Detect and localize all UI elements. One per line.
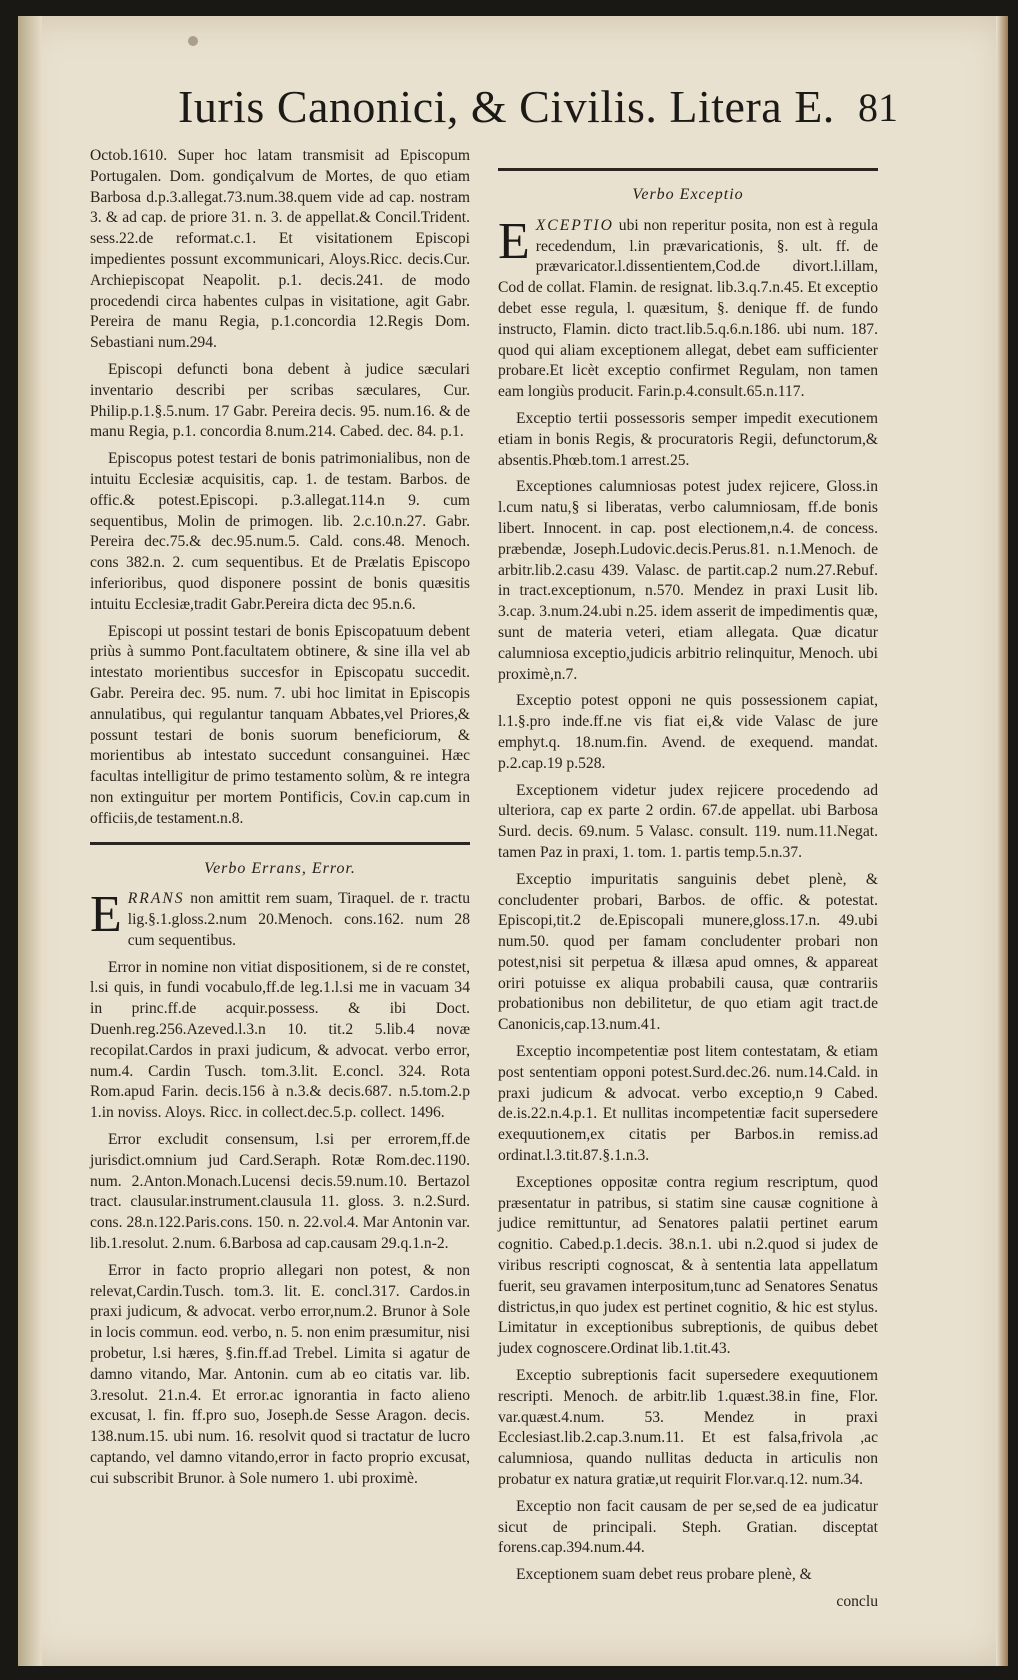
paragraph: Exceptio subreptionis facit supersedere exequutionem rescripti. Menoch. de arbitr.lib 1.quæst.38.in fine, Flor. var.quæst.4.num. 53. Mendez in praxi Ecclesiast.lib.2.cap.3.num.11. Et est falsa,frivola ,ac calumniosa, quando nullitas deducta in articulis non probatur ex natura gratiæ,ut requirit Flor.var.q.12. num.34. [498, 1367, 878, 1489]
section-heading: Verbo Exceptio [632, 186, 744, 203]
page-stain [188, 36, 198, 46]
section-heading: Verbo Errans, Error. [204, 859, 356, 877]
paragraph: Exceptio tertii possessoris semper impedit executionem etiam in bonis Regis, & procuratoris Regii, defunctorum,& absentis.Phœb.tom.1 arrest.25. [498, 409, 878, 469]
paragraph-text: ubi non reperitur posita, non est à regula recedendum, l.in prævaricationis, §. ult. ff. de prævaricator.l.dissentientem,Cod.de divort.l.illam, Cod de collat. Flamin. de resignat. lib.3.q.7.n.45. Et exceptio debet esse regula, l. quæsitum, §. denique ff. de fundo instructo, Flamin. dicto tract.lib.5.q.6.n.186. ubi num. 187. quod qui aliam exceptionem allegat, debet eam sufficienter probare.Et licèt exceptio confirmet Regulam, non tamen eam longiùs producit. Farin.p.4.consult.65.n.117. [498, 216, 878, 401]
page-number: 81 [858, 85, 898, 130]
paragraph: Error in nomine non vitiat dispositionem, si de re constet, l.si quis, in fundi vocabulo,ff.de leg.1.l.si me in vacuam 34 in princ.ff.de acquir.possess. & ibi Doct. Duenh.reg.256.Azeved.l.3.n 10. tit.2 5.lib.4 novæ recopilat.Cardos in praxi judicum, & advocat. verbo error, num.4. Cardin Tusch. tom.3.lit. E.concl. 324. Rota Rom.apud Farin. decis.156 à n.3.& decis.687. n.5.tom.2.p 1.in noviss. Aloys. Ricc. in collect.dec.5.p. collect. 1496. [90, 958, 470, 1122]
page-header [178, 80, 898, 150]
paragraph: Exceptiones oppositæ contra regium rescriptum, quod præsentatur in patribus, si statim sine causæ cognitione à judice remittuntur, ad Senatores palatii pertinet earum cognitio. Cabed.p.1.decis. 38.n.1. ubi n.2.quod si judex de viribus rescripti cognoscat, & à sententia lata appellatum fuerit, seu gravamen interpositum,tunc ad Senatores Senatus districtus,in quo judex est pertinet cognitio, & hic est stylus. Limitatur in exceptionibus subreptionis, de quibus debet judex cognoscere.Ordinat lib.1.tit.43. [498, 1173, 878, 1358]
paragraph: Episcopi ut possint testari de bonis Episcopatuum debent priùs à summo Pont.facultatem obtinere, & sine illa vel ab intestato morientibus succesfor in Episcopatu succedit. Gabr. Pereira dec. 95. num. 7. ubi hoc limitat in Episcopis annulatibus, qui regulantur tanquam Abbates,vel Priores,& possunt testari de bonis suorum beneficiorum, & morientibus ab intestato succedunt consanguinei. Hæc facultas intelligitur de primo testamento solùm, & re integra non extinguitur per mortem Pontificis, Cov.in cap.cum in officiis,de testament.n.8. [90, 622, 470, 827]
paragraph: Episcopus potest testari de bonis patrimonialibus, non de intuitu Ecclesiæ acquisitis, cap. 1. de testam. Barbos. de offic.& potest.Episcopi. p.3.allegat.114.n 9. cum sequentibus, Molin de primogen. lib. 2.c.10.n.27. Gabr. Pereira dec.75.& dec.95.num.5. Cald. cons.48. Menoch. cons 382.n. 2. cum sequentibus. Et de Prælatis Episcopo inferioribus, quod disponere possint de bonis quæsitis intuitu Ecclesiæ,tradit Gabr.Pereira dicta dec 95.n.6. [90, 450, 470, 613]
section-rule [90, 842, 470, 845]
drop-cap: E [90, 886, 122, 944]
running-title: Iuris Canonici, & Civilis. Litera E. [178, 81, 835, 132]
paragraph: Exceptionem videtur judex rejicere procedendo ad ulteriora, cap ex parte 2 ordin. 67.de appellat. ubi Barbosa Surd. decis. 69.num. 5 Valasc. consult. 119. num.11.Negat. tamen Paz in praxi, 1. tom. 1. partis temp.5.n.37. [498, 781, 878, 861]
paragraph: Exceptiones calumniosas potest judex rejicere, Gloss.in l.cum natu,§ si liberatas, verbo calumniosam, ff.de bonis libert. Innocent. in cap. post electionem,n.4. de concess. præbendæ, Joseph.Ludovic.decis.Perus.81. n.1.Menoch. de arbitr.lib.2.casu 439. Valasc. de partit.cap.2 num.27.Rebuf. in tract.exceptionum, n.570. Mendez in praxi Lusit lib. 3.cap. 3.num.24.ubi n.25. idem asserit de impedimentis quæ, sunt de materia veteri, etiam allegata. Quæ dicatur calumniosa exceptio,judicis arbitrio relinquitur, Menoch. ubi proximè,n.7. [498, 478, 878, 683]
paragraph: Exceptio incompetentiæ post litem contestatam, & etiam post sententiam opponi potest.Surd.dec.26. num.14.Cald. in praxi judicum & advocat. verbo exceptio,n 9 Cabed. de.is.22.n.4.p.1. Et nullitas incompetentiæ facit supersedere exequutionem,ex citatis per Barbos.in remiss.ad ordinat.l.3.tit.87.§.1.n.3. [498, 1043, 878, 1165]
lemma: RRANS [127, 890, 185, 908]
section-first-paragraph [90, 886, 470, 951]
left-column [90, 146, 470, 1496]
right-column [498, 146, 878, 1613]
drop-cap: E [498, 212, 530, 270]
lemma: XCEPTIO [535, 216, 614, 234]
book-page [18, 16, 1008, 1666]
page-gutter [18, 16, 42, 1666]
paragraph: Exceptio non facit causam de per se,sed de ea judicatur sicut de principali. Steph. Gratian. disceptat forens.cap.394.num.44. [498, 1497, 878, 1557]
paragraph: Episcopi defuncti bona debent à judice sæculari inventario describi per scribas sæculares, Cur. Philip.p.1.§.5.num. 17 Gabr. Pereira decis. 95. num.16. & de manu Regia, p.1. concordia 8.num.214. Cabed. dec. 84. p.1. [90, 360, 470, 441]
paragraph: Octob.1610. Super hoc latam transmisit ad Episcopum Portugalen. Dom. gondiçalvum de Mortes, de quo etiam Barbosa d.p.3.allegat.73.num.38.quem vide ad cap. nostram 3. & ad cap. de priore 31. n. 3. de appellat.& Concil.Trident. sess.22.de reformat.c.1. Et visitationem Episcopi impedientes possunt excommunicari, Aloys.Ricc. decis.Cur. Archiepiscopat Neapolit. p.1. decis.241. de modo procedendi circa habentes culpas in visitatione, agit Gabr. Pereira de manu Regia, p.1.concordia 12.Regis Dom. Sebastiani num.294. [90, 147, 470, 352]
paragraph: Exceptio potest opponi ne quis possessionem capiat, l.1.§.pro inde.ff.ne vis fiat ei,& vide Valasc de jure emphyt.q. 18.num.fin. Avend. de exequend. mandat. p.2.cap.19 p.528. [498, 692, 878, 772]
paragraph-text: non amittit rem suam, Tiraquel. de r. tractu lig.§.1.gloss.2.num 20.Menoch. cons.162. num 28 cum sequentibus. [127, 890, 470, 949]
paragraph: Exceptionem suam debet reus probare plenè, & [516, 1566, 812, 1584]
paragraph: Error excludit consensum, l.si per errorem,ff.de jurisdict.omnium jud Card.Seraph. Rotæ Rom.dec.1190. num. 2.Anton.Monach.Lucensi decis.59.num.10. Bertazol tract. clausular.instrument.clausula 11. gloss. 3. n.2.Surd. cons. 28.n.122.Paris.cons. 150. n. 22.vol.4. Mar Antonin var. lib.1.resolut. 2.num. 6.Barbosa ad cap.causam 29.q.1.n-2. [90, 1131, 470, 1253]
paragraph: Exceptio impuritatis sanguinis debet plenè, & concludenter probari, Barbos. de offic. & potestat. Episcopi,tit.2 de.Episcopali munere,gloss.17.n. 49.ubi num.50. quod per famam concludenter probari non potest,nisi sit perpetua & illæsa apud omnes, & appareat oriri potuisse ex aliqua probabili causa, quæ contrariis probationibus non debilitetur, de quo etiam agit tract.de Canonicis,cap.13.num.41. [498, 870, 878, 1034]
page-edge [996, 16, 1008, 1666]
section-rule [498, 168, 878, 171]
section-first-paragraph [498, 212, 878, 403]
catchword: conclu [836, 1593, 878, 1610]
paragraph: Error in facto proprio allegari non potest, & non relevat,Cardin.Tusch. tom.3. lit. E. concl.317. Cardos.in praxi judicum, & advocat. verbo error,num.2. Brunor à Sole in locis commun. eod. verbo, n. 5. non enim præsumitur, nisi probetur, l.si hæres, §.fin.ff.ad Trebel. Limita si agatur de damno vitando, Mar. Antonin. cum ab eo citatis var. lib. 3.resolut. 21.n.4. Et error.ac ignorantia in facto alieno excusat, l. fin. ff.pro suo, Joseph.de Sesse Aragon. decis. 138.num.15. ubi num. 16. resolvit quod si tractatur de lucro captando, vel damno vitando,error in facto proprio excusat, cui subscribit Brunor. à Sole numero 1. ubi proximè. [90, 1261, 470, 1487]
